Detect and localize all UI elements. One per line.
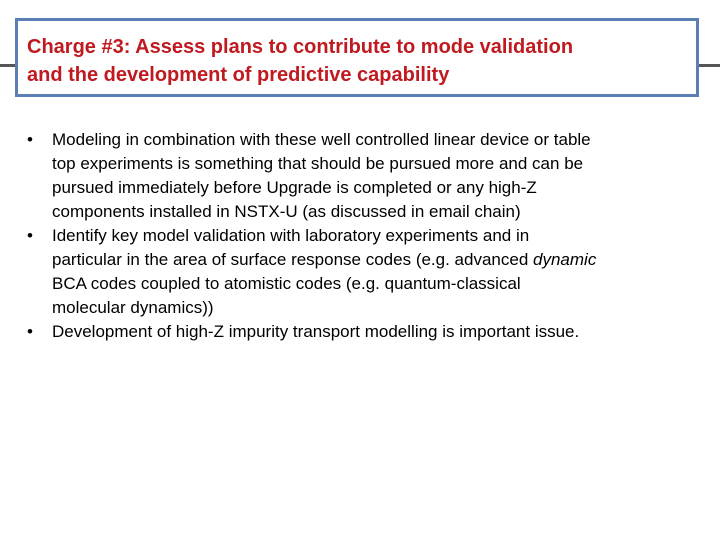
bullet-text-line: components installed in NSTX-U (as discussed in email chain) [52, 202, 521, 221]
emphasis-text: dynamic [533, 250, 597, 269]
bullet-text-line: top experiments is something that should be pursued more and can be [52, 154, 584, 173]
bullet-text-line: molecular dynamics)) [52, 298, 214, 317]
bullet-text-line: BCA codes coupled to atomistic codes (e.g. quantum-classical [52, 274, 521, 293]
bullet-item-validation [27, 224, 707, 320]
bullet-text-line: Modeling in combination with these well controlled linear device or table [52, 130, 591, 149]
bullet-text-line: Development of high-Z impurity transport modelling is important issue. [52, 322, 580, 341]
slide-title-line-1: Charge #3: Assess plans to contribute to mode validation [27, 36, 574, 58]
bullet-icon: • [27, 226, 33, 245]
bullet-text-line: Identify key model validation with laboratory experiments and in [52, 226, 530, 245]
bullet-text-segment: particular in the area of surface response codes (e.g. advanced [52, 250, 534, 269]
slide-title-line-2: and the development of predictive capability [27, 64, 450, 86]
slide-title [27, 33, 707, 89]
bullet-item-high-z-transport [27, 320, 707, 344]
bullet-icon: • [27, 322, 33, 341]
bullet-text-line: pursued immediately before Upgrade is completed or any high-Z [52, 178, 537, 197]
bullet-item-modeling [27, 128, 707, 224]
bullet-text-line [52, 248, 707, 272]
bullet-list [27, 128, 707, 344]
bullet-icon: • [27, 130, 33, 149]
